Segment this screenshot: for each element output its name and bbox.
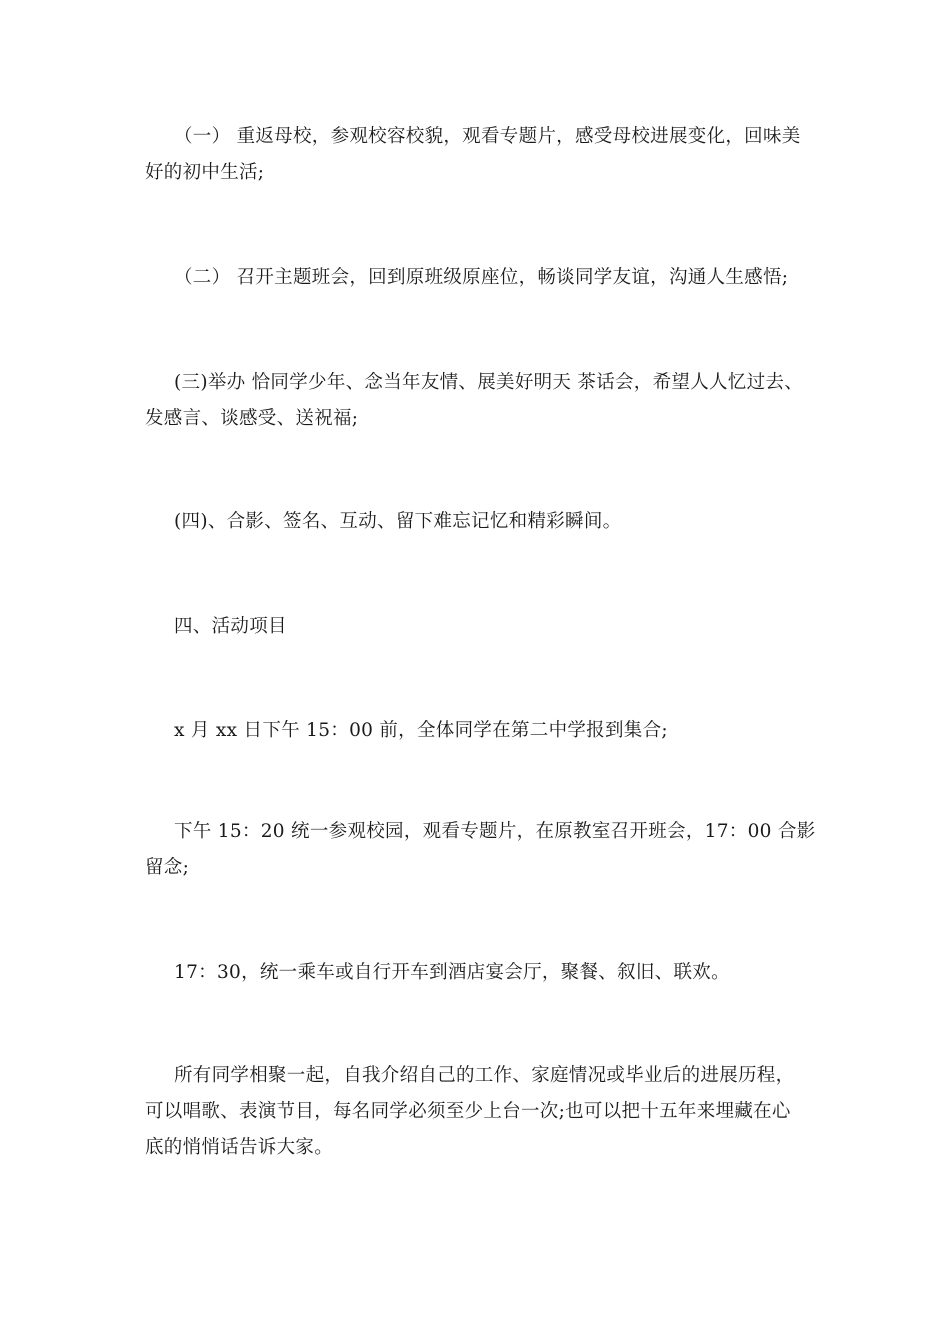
paragraph-schedule-2: [145, 814, 825, 886]
text-line: 17：30，统一乘车或自行开车到酒店宴会厅，聚餐、叙旧、联欢。: [174, 962, 730, 983]
text-line: 留念;: [145, 857, 190, 878]
text-line: (四)、合影、签名、互动、留下难忘记忆和精彩瞬间。: [174, 511, 622, 532]
paragraph-activity-1: [145, 119, 825, 191]
text-line: 底的悄悄话告诉大家。: [145, 1137, 334, 1158]
text-line: 四、活动项目: [174, 616, 287, 637]
text-line: (三)举办 恰同学少年、念当年友情、展美好明天 茶话会，希望人人忆过去、: [174, 372, 803, 393]
paragraph-activity-4: [145, 504, 825, 540]
section-heading: [145, 609, 825, 645]
paragraph-schedule-1: [145, 713, 825, 749]
text-line: （二） 召开主题班会，回到原班级原座位，畅谈同学友谊，沟通人生感悟;: [174, 267, 789, 288]
paragraph-activity-3: [145, 365, 825, 437]
text-line: x 月 xx 日下午 15：00 前，全体同学在第二中学报到集合;: [174, 720, 668, 741]
text-line: 好的初中生活;: [145, 162, 265, 183]
text-line: 下午 15：20 统一参观校园，观看专题片，在原教室召开班会，17：00 合影: [174, 821, 816, 842]
paragraph-schedule-3: [145, 955, 825, 991]
text-line: 所有同学相聚一起，自我介绍自己的工作、家庭情况或毕业后的进展历程，: [174, 1065, 795, 1086]
text-line: 可以唱歌、表演节目，每名同学必须至少上台一次;也可以把十五年来埋藏在心: [145, 1101, 791, 1122]
paragraph-activity-2: [145, 260, 825, 296]
paragraph-schedule-4: [145, 1058, 825, 1166]
text-line: 发感言、谈感受、送祝福;: [145, 408, 359, 429]
text-line: （一） 重返母校，参观校容校貌，观看专题片，感受母校进展变化，回味美: [174, 126, 801, 147]
